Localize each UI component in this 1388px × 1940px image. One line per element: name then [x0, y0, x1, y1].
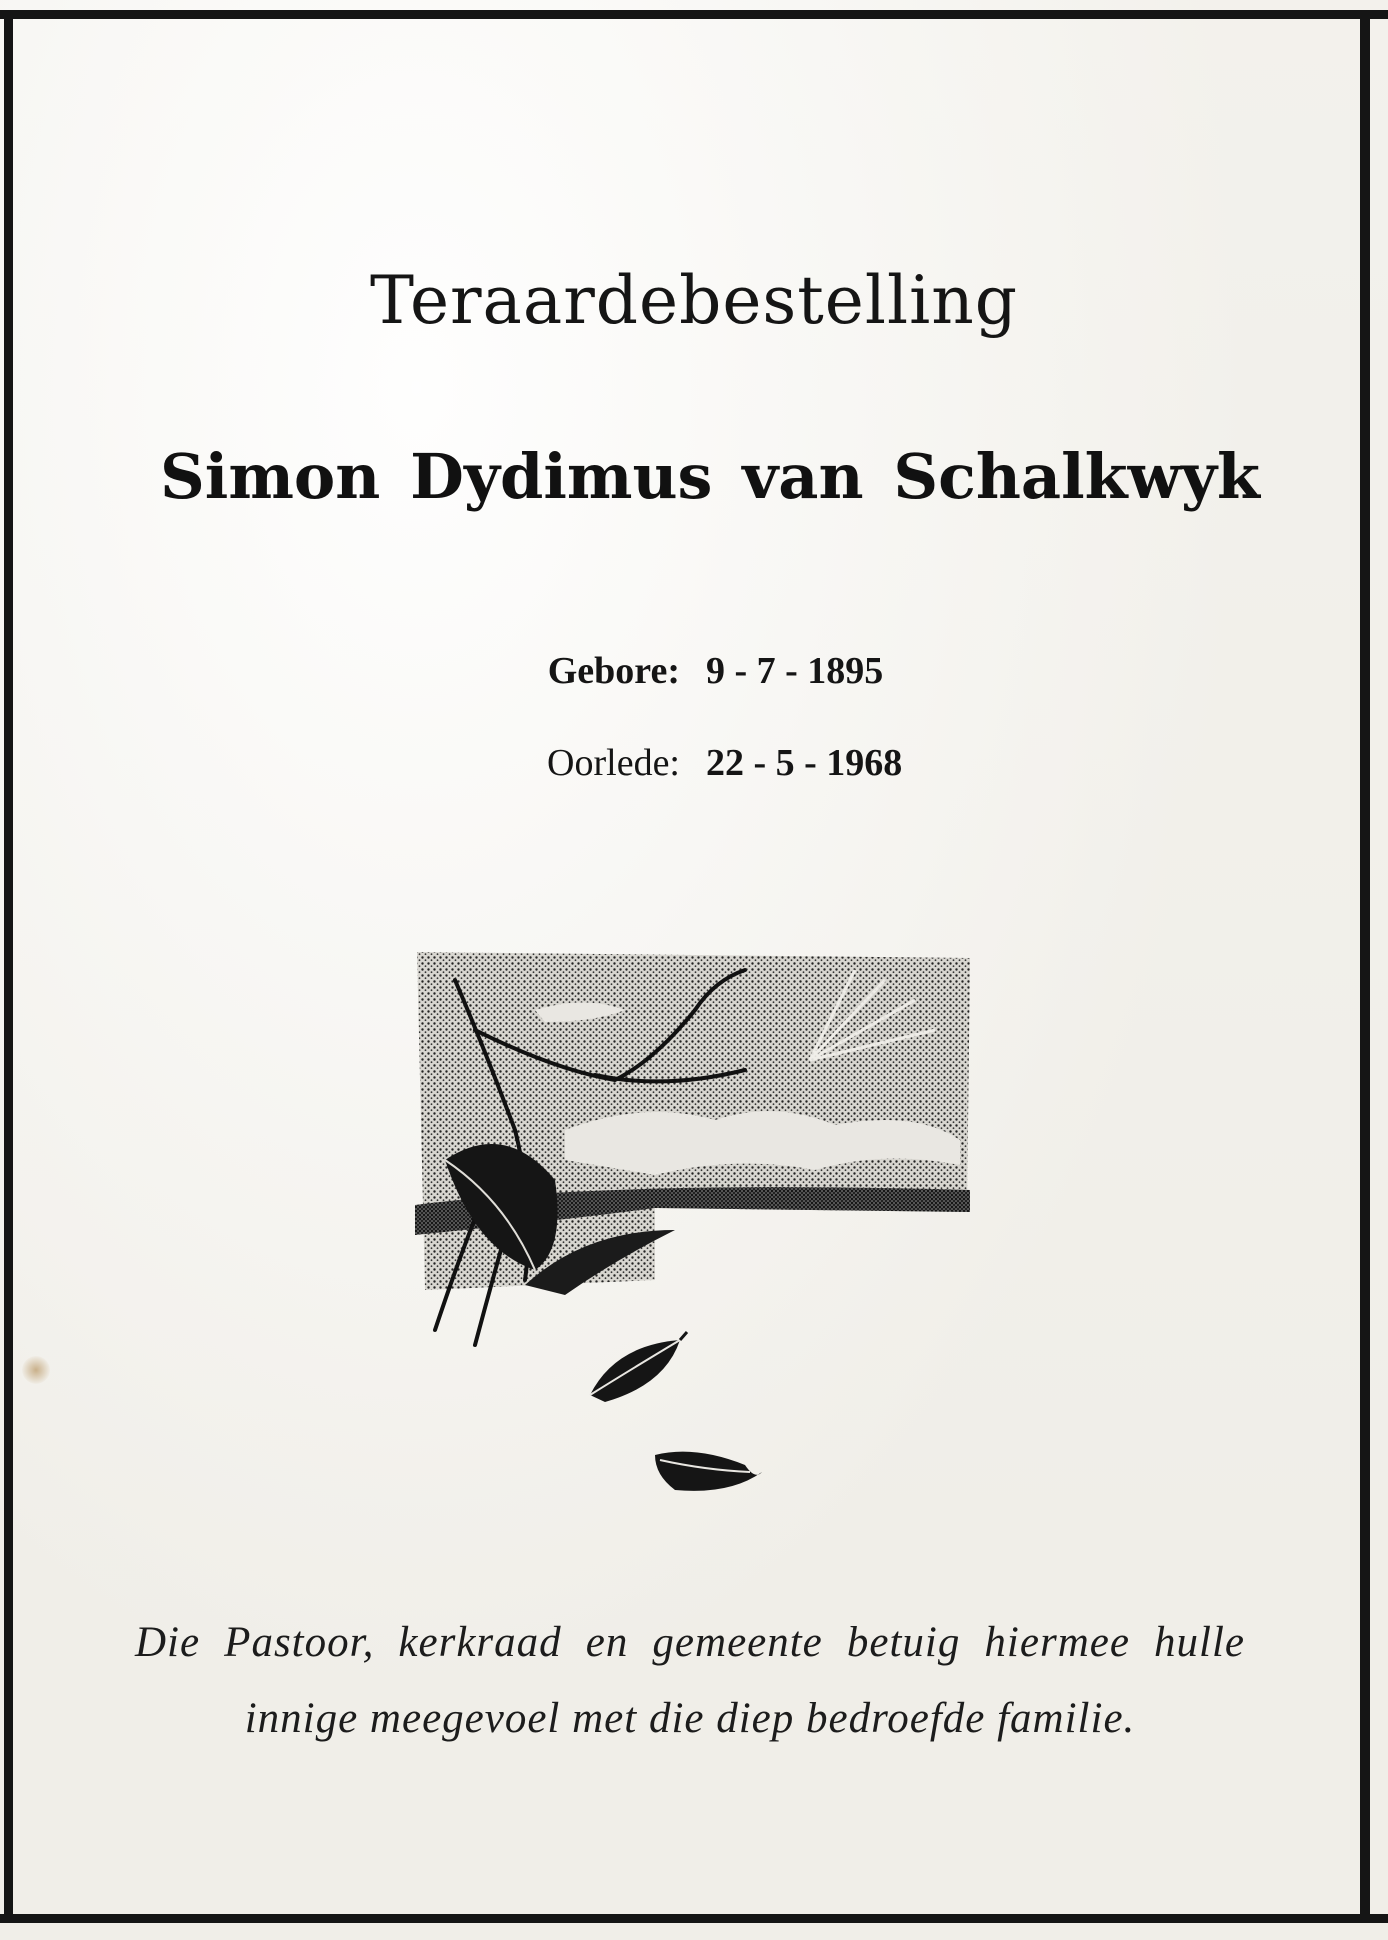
name-first: Simon — [160, 440, 381, 513]
border-top — [0, 10, 1388, 19]
life-dates — [470, 625, 970, 809]
autumn-landscape-engraving — [415, 950, 975, 1350]
name-middle: Dydimus — [410, 440, 713, 513]
birth-date-row — [470, 625, 970, 717]
paper-stain — [22, 1356, 50, 1384]
death-date: 22 - 5 - 1968 — [706, 742, 903, 784]
document-title: Teraardebestelling — [370, 262, 1018, 339]
condolence-message: Die Pastoor, kerkraad en gemeente betuig hiermee hulle innige meegevoel met die diep bedroefde familie. — [135, 1619, 1245, 1742]
border-bottom — [0, 1914, 1388, 1923]
falling-leaf-icon — [650, 1440, 765, 1500]
death-label: Oorlede: — [547, 742, 680, 784]
deceased-name — [160, 440, 1260, 520]
name-surname: Schalkwyk — [893, 440, 1260, 513]
name-prefix: van — [742, 440, 864, 513]
birth-date: 9 - 7 - 1895 — [706, 650, 884, 692]
falling-leaf-icon — [585, 1330, 695, 1410]
birth-label: Gebore: — [547, 650, 680, 692]
death-date-row — [470, 717, 970, 809]
